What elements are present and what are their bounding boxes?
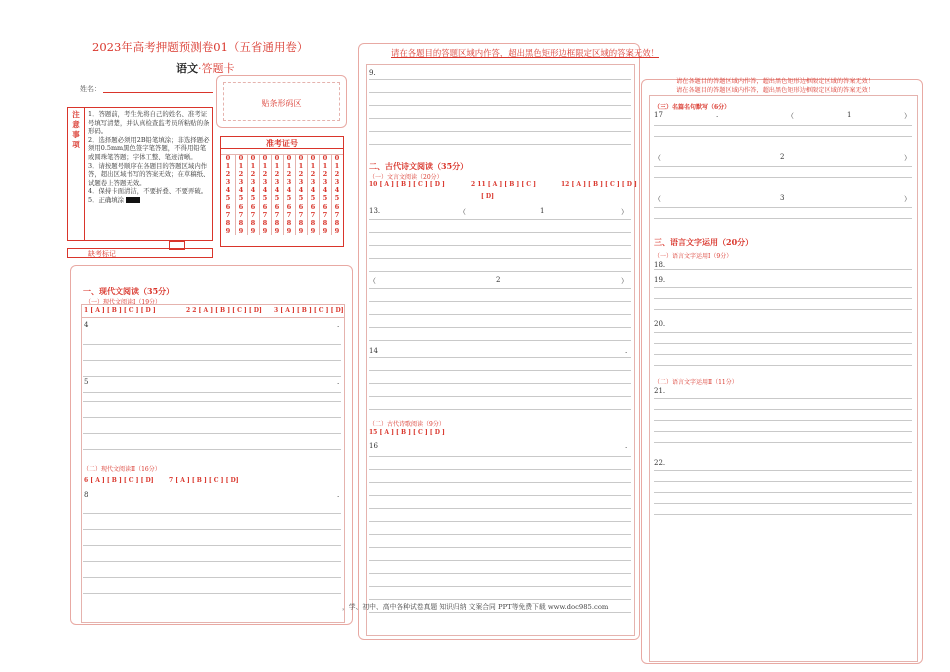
writing-line[interactable] [83,529,341,530]
writing-line[interactable] [369,383,631,384]
writing-line[interactable] [369,301,631,302]
writing-line[interactable] [369,131,631,132]
q17-part-2: 2 [780,153,785,161]
writing-line[interactable] [83,417,341,418]
writing-line[interactable] [654,218,912,219]
q13-part-2: 2 [496,276,501,284]
writing-line[interactable] [654,332,912,333]
exam-id-digit-column[interactable]: 0 1 2 3 4 5 6 7 8 9 [307,154,318,235]
section-language-use: 三、语言文字运用（20分） [654,237,754,247]
writing-line[interactable] [83,577,341,578]
question-9: 9. [369,69,376,77]
writing-line[interactable] [369,482,631,483]
writing-line[interactable] [654,309,912,310]
writing-line[interactable] [654,166,912,167]
subject-label: 语文 [176,62,198,75]
notice-item: 4．保持卡面清洁，不要折叠、不要弄破。 [88,187,208,196]
writing-line[interactable] [83,513,341,514]
writing-line[interactable] [369,271,631,272]
writing-line[interactable] [654,514,912,515]
mc-q11[interactable]: 2 11 [ A ] [ B ] [ C ] [471,181,536,188]
writing-line[interactable] [369,219,631,220]
section-modern-reading: 一、现代文阅读（35分） [83,286,175,296]
writing-line[interactable] [369,118,631,119]
exam-id-title: 准考证号 [266,138,298,148]
subsection-recitation: （三）名篇名句默写（6分） [654,104,731,111]
writing-line[interactable] [654,420,912,421]
writing-line[interactable] [654,398,912,399]
writing-line[interactable] [83,392,341,393]
writing-line[interactable] [83,449,341,450]
answer-panel-middle: 请在各题目的答题区域内作答，超出黑色矩形边框限定区域的答案无效！ 9. 二、古代诗文阅读（35分） （一）文言文阅读（20分） 10 [ A ] [ B ] [ C ] [ D ] 2 11 [ A ] [ B ] [ C ] 12 [ A ] [ B ] [ C ] [ D ] [ D] 13. （ 1 ） （ 2 ） 14 . （二）古代诗歌阅读（9分） 15 [ A ] [ B ] [ C ] [ D ] 16 . [358,43,640,640]
notice-item: 1．答题前，考生先将自己的姓名、准考证号填写清楚，并认真检查监考员所粘贴的条形码。 [88,110,210,136]
mc-q15[interactable]: 15 [ A ] [ B ] [ C ] [ D ] [369,429,445,436]
writing-line[interactable] [369,456,631,457]
writing-line[interactable] [654,365,912,366]
writing-line[interactable] [654,442,912,443]
writing-line[interactable] [654,354,912,355]
writing-line[interactable] [654,269,912,270]
writing-line[interactable] [369,258,631,259]
question-16: 16 [369,442,378,450]
writing-line[interactable] [369,327,631,328]
writing-line[interactable] [83,344,341,345]
mc-q2[interactable]: 2 2 [ A ] [ B ] [ C ] [ D] [186,307,262,314]
writing-line[interactable] [654,298,912,299]
card-title-text: 2023年高考押题预测卷01（五省通用卷） [92,40,309,54]
writing-line[interactable] [369,409,631,410]
writing-line[interactable] [83,433,341,434]
writing-line[interactable] [369,357,631,358]
name-label: 姓名： [80,85,101,93]
writing-line[interactable] [654,492,912,493]
boundary-warning-middle: 请在各题目的答题区域内作答，超出黑色矩形边框限定区域的答案无效！ [391,48,659,58]
writing-line[interactable] [83,401,341,402]
writing-line[interactable] [369,599,631,600]
answer-panel-right: 请在各题目的答题区域内作答，超出黑色矩形边框限定区域的答案无效！ 请在各题目的答题区域内作答，超出黑色矩形边框限定区域的答案无效！ （三）名篇名句默写（6分） 17 . （ 1 ） （ 2 ） （ 3 ） 三、语言文字运用（20分） （一）语言文字运用Ⅰ（9分） 18. 19. 20. （二）语言文字运用Ⅱ（11分） 21. 22. [641,79,923,664]
absent-label: 缺考标记 [88,250,116,258]
writing-line[interactable] [369,79,631,80]
question-20: 20. [654,320,666,328]
writing-line[interactable] [654,125,912,126]
notice-item: 3．请按题号顺序在各题目的答题区域内作答，超出区域书写的答案无效；在草稿纸、试题卷上答题无效。 [88,161,210,187]
answer-card-label: ·答题卡 [198,62,235,75]
writing-line[interactable] [369,560,631,561]
notice-box [67,107,213,241]
subsection-language-1: （一）语言文字运用Ⅰ（9分） [654,253,733,260]
mc-q7[interactable]: 7 [ A ] [ B ] [ C ] [ D] [169,477,239,484]
writing-line[interactable] [369,288,631,289]
question-21: 21. [654,387,666,395]
exam-id-box [220,136,344,247]
writing-line[interactable] [369,245,631,246]
writing-line[interactable] [369,521,631,522]
writing-line[interactable] [654,409,912,410]
writing-line[interactable] [369,396,631,397]
question-13: 13. [369,207,381,215]
question-14: 14 [369,347,378,355]
writing-line[interactable] [654,287,912,288]
answer-panel-left: 一、现代文阅读（35分） （一）现代文阅读Ⅰ（19分） 1 [ A ] [ B ] [ C ] [ D ] 2 2 [ A ] [ B ] [ C ] [ D] 3 [ A ] [ B ] [ C ] [ D] 4 . 5 . （二）现代文阅读Ⅱ（16分） 6 [ A ] [ B ] [ C ] [ D] 7 [ A ] [ B ] [ C ] [ D] 8 . [70,265,353,625]
writing-line[interactable] [369,144,631,145]
writing-line[interactable] [83,593,341,594]
writing-line[interactable] [654,481,912,482]
exam-id-digit-column[interactable]: 0 1 2 3 4 5 6 7 8 9 [247,154,258,235]
question-22: 22. [654,459,666,467]
writing-line[interactable] [369,508,631,509]
q17-part-1: 1 [847,111,852,119]
writing-line[interactable] [83,360,341,361]
subsection-language-2: （二）语言文字运用Ⅱ（11分） [654,379,738,386]
writing-line[interactable] [369,340,631,341]
question-19: 19. [654,276,666,284]
writing-line[interactable] [654,431,912,432]
writing-line[interactable] [369,495,631,496]
writing-line[interactable] [654,207,912,208]
notice-heading: 注 意 事 项 [68,108,85,240]
mc-q6[interactable]: 6 [ A ] [ B ] [ C ] [ D] [84,477,154,484]
writing-line[interactable] [369,469,631,470]
writing-line[interactable] [654,343,912,344]
writing-line[interactable] [369,586,631,587]
card-subtitle [176,60,235,76]
q17-part-3: 3 [780,194,785,202]
question-4: 4 [84,321,89,329]
writing-line[interactable] [654,136,912,137]
writing-line[interactable] [369,547,631,548]
exam-id-digit-column[interactable]: 0 1 2 3 4 5 6 7 8 9 [319,154,330,235]
filled-mark-example [126,197,140,203]
exam-id-digit-column[interactable]: 0 1 2 3 4 5 6 7 8 9 [271,154,282,235]
exam-id-digit-column[interactable]: 0 1 2 3 4 5 6 7 8 9 [295,154,306,235]
mc-q10[interactable]: 10 [ A ] [ B ] [ C ] [ D ] [369,181,445,188]
subsection-modern-2: （二）现代文阅读Ⅱ（16分） [83,466,161,473]
writing-line[interactable] [654,470,912,471]
boundary-warning-right-1: 请在各题目的答题区域内作答，超出黑色矩形边框限定区域的答案无效！ [676,78,874,85]
writing-line[interactable] [654,503,912,504]
writing-line[interactable] [369,232,631,233]
question-8: 8 [84,491,89,499]
mc-q12[interactable]: 12 [ A ] [ B ] [ C ] [ D ] [561,181,637,188]
absent-mark-row [67,248,213,258]
section-classical-reading: 二、古代诗文阅读（35分） [369,161,469,171]
writing-line[interactable] [369,92,631,93]
notice-item: 5．正确填涂 [88,196,210,205]
writing-line[interactable] [83,376,341,377]
writing-line[interactable] [369,573,631,574]
writing-line[interactable] [369,534,631,535]
writing-line[interactable] [369,105,631,106]
exam-id-digit-column[interactable]: 0 1 2 3 4 5 6 7 8 9 [225,154,231,235]
exam-id-digit-column[interactable]: 0 1 2 3 4 5 6 7 8 9 [259,154,270,235]
name-field[interactable] [103,92,213,93]
footer-watermark: ，学、初中、高中各种试卷真题 知识归纳 文案合同 PPT等免费下载 www.doc985.com [342,603,609,611]
exam-id-digit-column[interactable]: 0 1 2 3 4 5 6 7 8 9 [235,154,246,235]
notice-item: 2．选择题必须用2B铅笔填涂；非选择题必须用0.5mm黑色签字笔答题，不得用铅笔或圆珠笔答题；字体工整、笔迹清晰。 [88,135,210,161]
subsection-classical-prose: （一）文言文阅读（20分） [369,174,443,181]
mc-q3[interactable]: 3 [ A ] [ B ] [ C ] [ D] [274,307,344,314]
writing-line[interactable] [83,561,341,562]
question-18: 18. [654,261,666,269]
card-title [92,39,308,55]
subsection-modern-1: （一）现代文阅读Ⅰ（19分） [85,299,162,306]
barcode-label: 贴条形码区 [261,99,302,108]
boundary-warning-right-2: 请在各题目的答题区域内作答，超出黑色矩形边框限定区域的答案无效！ [676,87,874,94]
writing-line[interactable] [369,370,631,371]
writing-line[interactable] [83,545,341,546]
mc-q11-tail: [ D] [481,193,494,200]
exam-id-digit-column[interactable]: 0 1 2 3 4 5 6 7 8 9 [331,154,342,235]
writing-line[interactable] [369,314,631,315]
exam-id-digit-column[interactable]: 0 1 2 3 4 5 6 7 8 9 [283,154,294,235]
writing-line[interactable] [654,177,912,178]
subsection-classical-poetry: （二）古代诗歌阅读（9分） [369,421,445,428]
barcode-area [216,75,347,128]
mc-q1[interactable]: 1 [ A ] [ B ] [ C ] [ D ] [84,307,156,314]
question-17: 17 [654,111,663,119]
notice-items [88,110,210,205]
q13-part-1: 1 [540,207,545,215]
writing-line[interactable] [369,612,631,613]
question-5: 5 [84,378,89,386]
